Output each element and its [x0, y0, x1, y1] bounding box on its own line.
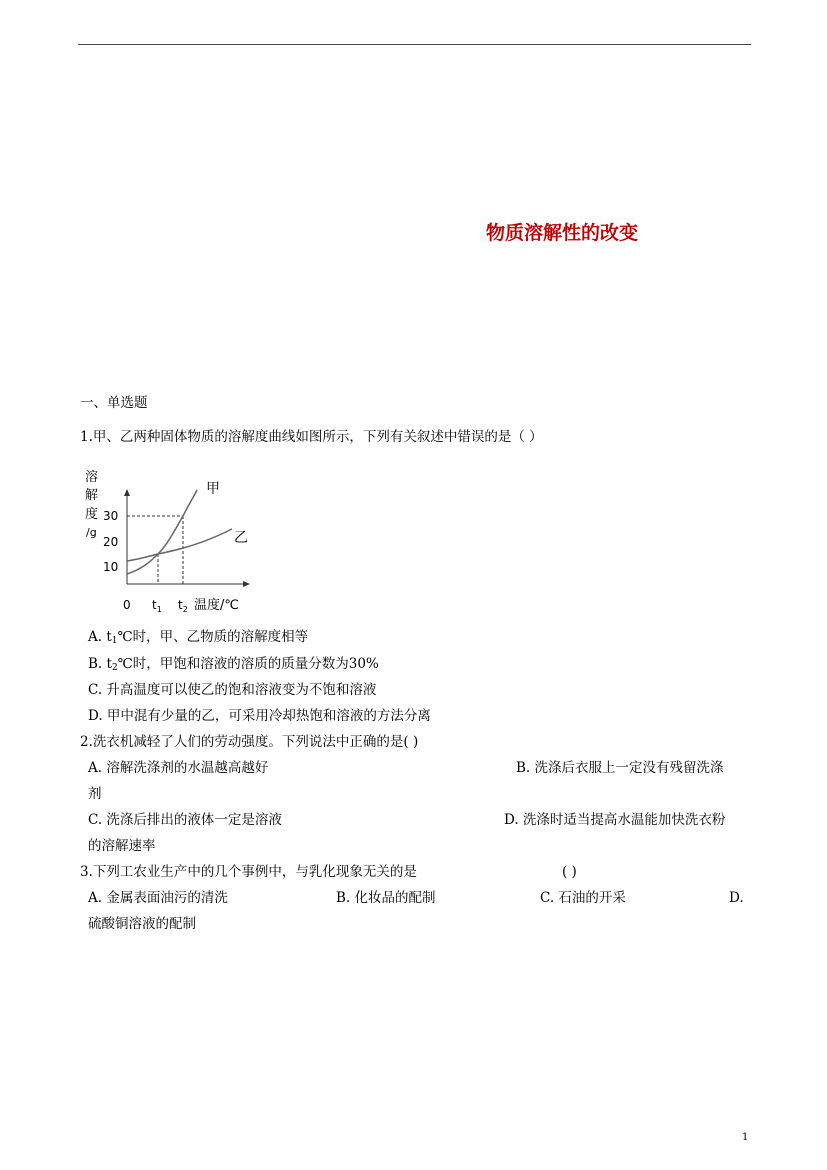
x-axis-arrow — [243, 581, 250, 587]
x-tick-t2: $t_2$ — [178, 598, 188, 614]
q3-option-b[interactable]: B. 化妆品的配制 — [336, 890, 436, 906]
series-jia-curve — [127, 490, 197, 574]
q1-option-d[interactable]: D. 甲中混有少量的乙，可采用冷却热饱和溶液的方法分离 — [88, 708, 431, 724]
question-1-stem: 1.甲、乙两种固体物质的溶解度曲线如图所示，下列有关叙述中错误的是（ ） — [80, 429, 543, 445]
x-tick-t1: $t_1$ — [152, 598, 162, 614]
q1-option-b[interactable]: B. $t_2℃$时，甲饱和溶液的溶质的质量分数为30% — [88, 656, 379, 673]
q2-option-d-line2: 的溶解速率 — [88, 838, 156, 854]
q2-option-b-line2: 剂 — [88, 786, 102, 802]
series-label-jia: 甲 — [206, 481, 220, 497]
series-label-yi: 乙 — [234, 530, 248, 546]
section-heading: 一、单选题 — [80, 395, 148, 411]
y-axis-label-1: 溶 — [85, 470, 99, 485]
y-axis-arrow — [124, 489, 130, 496]
y-axis-label-3: 度 — [85, 507, 99, 522]
solubility-chart — [80, 462, 265, 617]
y-tick-10: 10 — [103, 560, 119, 574]
x-axis-label: 温度/℃ — [194, 598, 239, 613]
q1-option-c[interactable]: C. 升高温度可以使乙的饱和溶液变为不饱和溶液 — [88, 682, 377, 698]
q2-option-c[interactable]: C. 洗涤后排出的液体一定是溶液 — [88, 812, 282, 828]
page-number: 1 — [742, 1132, 749, 1143]
y-tick-20: 20 — [103, 535, 119, 549]
page-title: 物质溶解性的改变 — [486, 222, 639, 244]
q2-option-a[interactable]: A. 溶解洗涤剂的水温越高越好 — [88, 760, 269, 776]
y-axis-label-2: 解 — [85, 488, 99, 503]
q2-option-d-line1[interactable]: D. 洗涤时适当提高水温能加快洗衣粉 — [504, 812, 726, 828]
series-yi-curve — [127, 529, 232, 561]
q3-option-c[interactable]: C. 石油的开采 — [540, 890, 626, 906]
header-rule — [78, 44, 751, 45]
y-tick-30: 30 — [103, 509, 119, 523]
q2-option-b-line1[interactable]: B. 洗涤后衣服上一定没有残留洗涤 — [516, 760, 724, 776]
x-tick-origin: 0 — [123, 598, 131, 612]
question-3-stem: 3.下列工农业生产中的几个事例中，与乳化现象无关的是 — [80, 864, 417, 880]
q1-option-a[interactable]: A. $t_1℃$时，甲、乙物质的溶解度相等 — [88, 629, 309, 646]
q3-option-d-text: 硫酸铜溶液的配制 — [88, 916, 196, 932]
question-3-answer-bracket: ( ) — [562, 864, 577, 880]
q3-option-a[interactable]: A. 金属表面油污的清洗 — [88, 890, 228, 906]
q3-option-d-label[interactable]: D. — [729, 890, 744, 906]
y-axis-label-4: /g — [86, 526, 97, 539]
question-2-stem: 2.洗衣机减轻了人们的劳动强度。下列说法中正确的是( ) — [80, 734, 419, 750]
